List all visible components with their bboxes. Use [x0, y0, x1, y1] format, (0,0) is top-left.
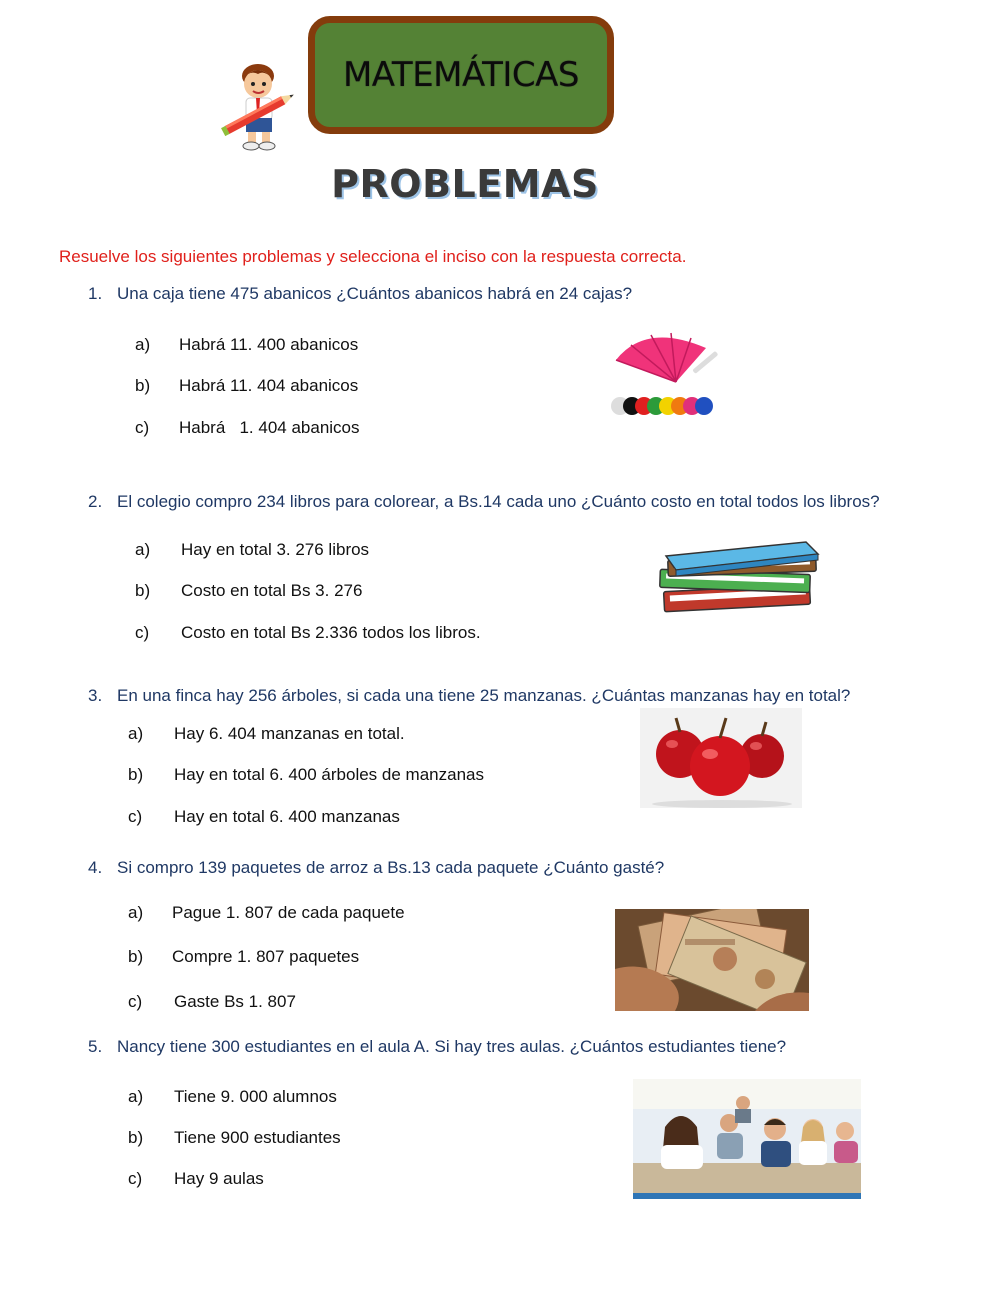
boy-with-pencil-icon	[218, 56, 302, 152]
question-1	[88, 284, 632, 304]
option-text: Hay en total 3. 276 libros	[181, 540, 370, 559]
option-letter: c)	[128, 1169, 143, 1188]
option-letter: b)	[135, 581, 151, 600]
page-subtitle: PROBLEMAS	[331, 162, 599, 206]
question-number: 4.	[88, 858, 103, 877]
apples-icon	[640, 708, 802, 808]
banner-title: MATEMÁTICAS	[342, 55, 580, 95]
question-text: Una caja tiene 475 abanicos ¿Cuántos abanicos habrá en 24 cajas?	[117, 284, 633, 303]
question-2-option-b[interactable]	[135, 581, 362, 601]
question-text: Nancy tiene 300 estudiantes en el aula A. Si hay tres aulas. ¿Cuántos estudiantes tiene?	[117, 1037, 787, 1056]
option-letter: b)	[128, 765, 144, 784]
question-3-option-a[interactable]	[128, 724, 405, 744]
question-4-option-c[interactable]	[128, 992, 296, 1012]
title-banner	[308, 16, 614, 134]
question-1-option-b[interactable]	[135, 376, 358, 396]
question-5	[88, 1037, 786, 1057]
option-letter: c)	[128, 992, 143, 1011]
instruction-text: Resuelve los siguientes problemas y selecciona el inciso con la respuesta correcta.	[59, 247, 687, 266]
option-text: Hay 6. 404 manzanas en total.	[174, 724, 405, 743]
option-text: Costo en total Bs 3. 276	[181, 581, 363, 600]
question-4	[88, 858, 664, 878]
books-icon	[656, 538, 826, 616]
option-text: Habrá 11. 404 abanicos	[179, 376, 359, 395]
option-letter: a)	[128, 903, 144, 922]
option-text: Hay en total 6. 400 manzanas	[174, 807, 400, 826]
question-5-option-b[interactable]	[128, 1128, 341, 1148]
question-number: 5.	[88, 1037, 103, 1056]
option-letter: b)	[128, 1128, 144, 1147]
fans-icon	[606, 330, 722, 422]
question-2	[88, 492, 880, 512]
question-4-option-a[interactable]	[128, 903, 405, 923]
option-text: Compre 1. 807 paquetes	[172, 947, 360, 966]
question-number: 1.	[88, 284, 103, 303]
question-number: 2.	[88, 492, 103, 511]
option-letter: c)	[128, 807, 143, 826]
option-text: Costo en total Bs 2.336 todos los libros.	[181, 623, 481, 642]
question-2-option-a[interactable]	[135, 540, 369, 560]
question-number: 3.	[88, 686, 103, 705]
question-1-option-a[interactable]	[135, 335, 358, 355]
question-text: Si compro 139 paquetes de arroz a Bs.13 cada paquete ¿Cuánto gasté?	[117, 858, 665, 877]
option-text: Pague 1. 807 de cada paquete	[172, 903, 405, 922]
option-text: Tiene 900 estudiantes	[174, 1128, 341, 1147]
question-3-option-c[interactable]	[128, 807, 400, 827]
students-icon	[633, 1079, 861, 1199]
money-icon	[615, 909, 809, 1011]
question-3-option-b[interactable]	[128, 765, 484, 785]
question-4-option-b[interactable]	[128, 947, 359, 967]
option-letter: c)	[135, 418, 150, 437]
option-letter: a)	[128, 724, 144, 743]
question-3	[88, 686, 850, 706]
option-letter: b)	[135, 376, 151, 395]
option-letter: c)	[135, 623, 150, 642]
question-text: En una finca hay 256 árboles, si cada una tiene 25 manzanas. ¿Cuántas manzanas hay en total?	[117, 686, 851, 705]
option-text: Gaste Bs 1. 807	[174, 992, 296, 1011]
option-text: Tiene 9. 000 alumnos	[174, 1087, 337, 1106]
question-text: El colegio compro 234 libros para colorear, a Bs.14 cada uno ¿Cuánto costo en total todos los libros?	[117, 492, 880, 511]
option-letter: b)	[128, 947, 144, 966]
question-1-option-c[interactable]	[135, 418, 360, 438]
option-text: Habrá 1. 404 abanicos	[179, 418, 360, 437]
question-2-option-c[interactable]	[135, 623, 481, 643]
option-letter: a)	[128, 1087, 144, 1106]
question-5-option-a[interactable]	[128, 1087, 337, 1107]
option-letter: a)	[135, 335, 151, 354]
option-text: Habrá 11. 400 abanicos	[179, 335, 359, 354]
option-text: Hay en total 6. 400 árboles de manzanas	[174, 765, 484, 784]
option-text: Hay 9 aulas	[174, 1169, 264, 1188]
option-letter: a)	[135, 540, 151, 559]
question-5-option-c[interactable]	[128, 1169, 264, 1189]
